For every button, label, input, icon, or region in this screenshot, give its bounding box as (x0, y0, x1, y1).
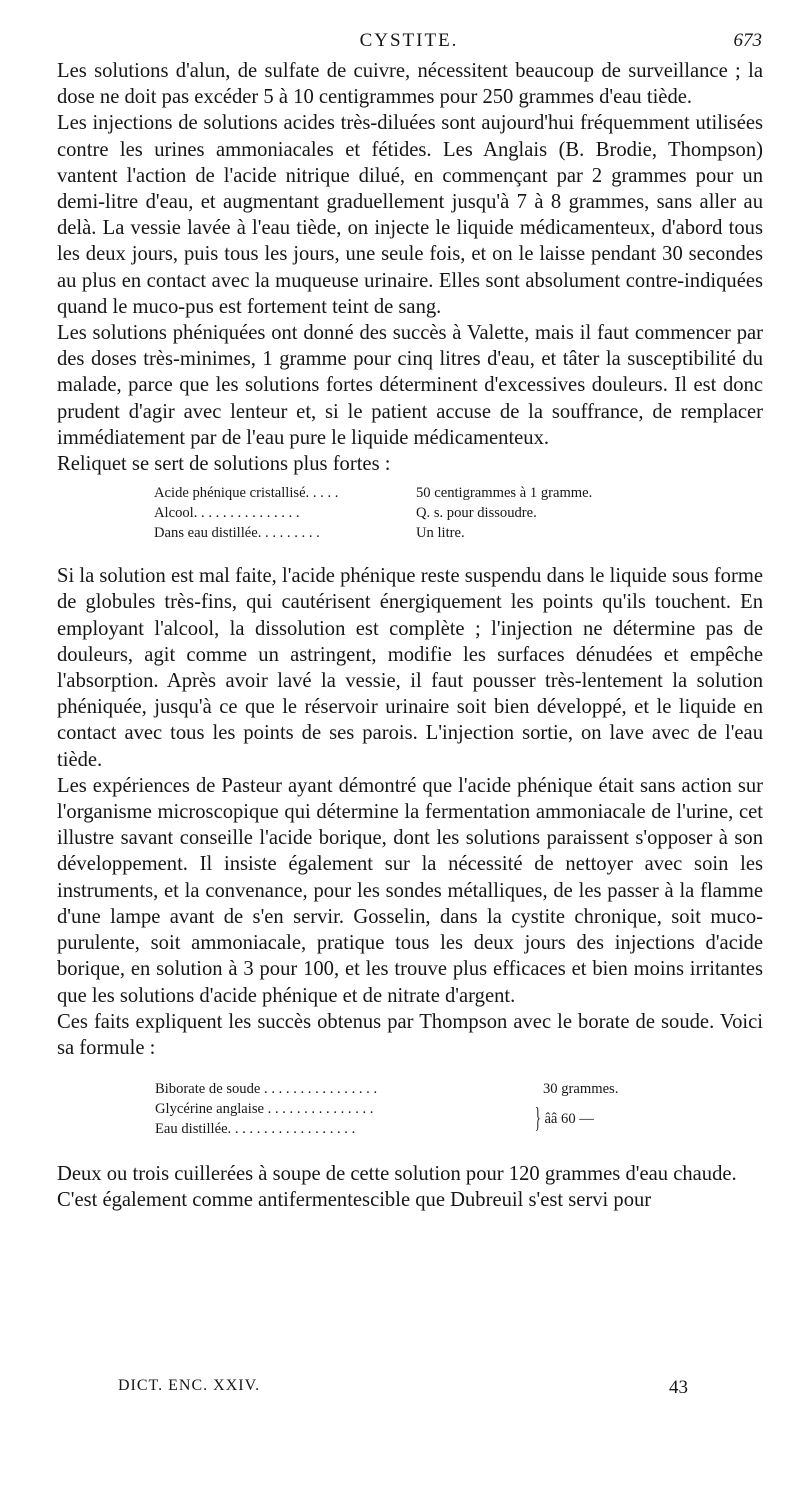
paragraph-solution-mal-faite: Si la solution est mal faite, l'acide phénique reste suspendu dans le liquide sous forme de globules très-fins, qui cautérisent énergiquement les points qu'ils touchent. En employant l'alcool, la dissolution est complète ; l'injection ne détermine pas de douleurs, agit comme un astringent, modifie les surfaces dénudées et empêche l'absorption. Après avoir lavé la vessie, il faut pousser très-lentement la solution phéniquée, jusqu'à ce que le réservoir urinaire soit bien développé, et le liquide en contact avec tous les points de ses parois. L'injection sortie, on lave avec de l'eau tiède. (57, 565, 763, 771)
recipe-thompson (155, 1079, 675, 1139)
paragraph-alun: Les solutions d'alun, de sulfate de cuivre, nécessitent beaucoup de surveillance ; la dose ne doit pas excéder 5 à 10 centigrammes pour 250 grammes d'eau tiède. (57, 60, 763, 109)
recipe-ingredient: Alcool. . . . . . . . . . . . . . . (154, 505, 300, 522)
body-text (57, 58, 763, 1214)
recipe-ingredient: Biborate de soude . . . . . . . . . . . . . . . . (155, 1081, 378, 1098)
recipe-ingredient: Acide phénique cristallisé. . . . . (154, 485, 339, 502)
paragraph-pasteur: Les expériences de Pasteur ayant démontré que l'acide phénique était sans action sur l'organisme microscopique qui détermine la fermentation ammoniacale de l'urine, cet illustre savant conseille l'acide borique, dont les solutions paraissent s'opposer à son développement. Il insiste également sur la nécessité de nettoyer avec soin les instruments, et la convenance, pour les sondes métalliques, de les passer à la flamme d'une lampe avant de s'en servir. Gosselin, dans la cystite chronique, soit muco-purulente, soit ammoniacale, pratique tous les deux jours des injections d'acide borique, en solution à 3 pour 100, et les trouve plus efficaces et bien moins irritantes que les solutions d'acide phénique et de nitrate d'argent. (57, 774, 763, 1007)
paragraph-cuillerees: Deux ou trois cuillerées à soupe de cette solution pour 120 grammes d'eau chaude. (57, 1163, 737, 1186)
page-footer (118, 1377, 688, 1401)
running-title: CYSTITE. (359, 30, 459, 51)
recipe-quantity: 30 grammes. (543, 1081, 619, 1098)
page-number: 673 (733, 30, 762, 51)
recipe-quantity: 50 centigrammes à 1 gramme. (416, 485, 593, 502)
recipe-ingredient: Glycérine anglaise . . . . . . . . . . . . . . . (155, 1101, 374, 1118)
recipe-grouped-rows (155, 1099, 675, 1139)
curly-brace-icon: } (534, 1103, 541, 1135)
paragraph-phenic-solutions: Les solutions phéniquées ont donné des succès à Valette, mais il faut commencer par des doses très-minimes, 1 gramme pour cinq litres d'eau, et tâter la susceptibilité du malade, parce que les solutions fortes déterminent d'excessives douleurs. Il est donc prudent d'agir avec lenteur et, si le patient accuse de la souffrance, de remplacer immédiatement par de l'eau pure le liquide médicamenteux. (57, 322, 763, 449)
recipe-row (154, 483, 674, 503)
paragraph-thompson: Ces faits expliquent les succès obtenus par Thompson avec le borate de soude. Voici sa formule : (57, 1010, 763, 1059)
recipe-quantity: Q. s. pour dissoudre. (416, 505, 537, 522)
signature-mark: DICT. ENC. XXIV. (118, 1377, 261, 1394)
paragraph-acid-injections: Les injections de solutions acides très-diluées sont aujourd'hui fréquemment utilisées contre les urines ammoniacales et fétides. Les Anglais (B. Brodie, Thompson) vantent l'action de l'acide nitrique dilué, en commençant par 2 grammes pour un demi-litre d'eau, et augmentant graduellement jusqu'à 7 à 8 grammes, sans aller au delà. La vessie lavée à l'eau tiède, on injecte le liquide médicamenteux, d'abord tous les deux jours, puis tous les jours, une seule fois, et on le laisse pendant 30 secondes au plus en contact avec la muqueuse urinaire. Elles sont absolument contre-indiquées quand le muco-pus est fortement teint de sang. (57, 112, 763, 318)
paragraph-reliquet: Reliquet se sert de solutions plus fortes : (57, 453, 391, 476)
recipe-row (154, 503, 674, 523)
recipe-ingredient: Eau distillée. . . . . . . . . . . . . . . . . . (155, 1121, 356, 1138)
recipe-quantity: ââ 60 — (544, 1111, 594, 1128)
running-head (56, 30, 762, 56)
paragraph-dubreuil: C'est également comme antifermentescible que Dubreuil s'est servi pour (57, 1189, 652, 1212)
recipe-reliquet (154, 483, 674, 543)
recipe-row (154, 523, 674, 543)
recipe-grouped-quantity-block (535, 1099, 594, 1139)
recipe-quantity: Un litre. (416, 525, 465, 542)
recipe-grouped-ingredients (155, 1099, 535, 1139)
recipe-row (155, 1079, 675, 1099)
recipe-ingredient: Dans eau distillée. . . . . . . . . (154, 525, 320, 542)
signature-number: 43 (669, 1377, 688, 1398)
